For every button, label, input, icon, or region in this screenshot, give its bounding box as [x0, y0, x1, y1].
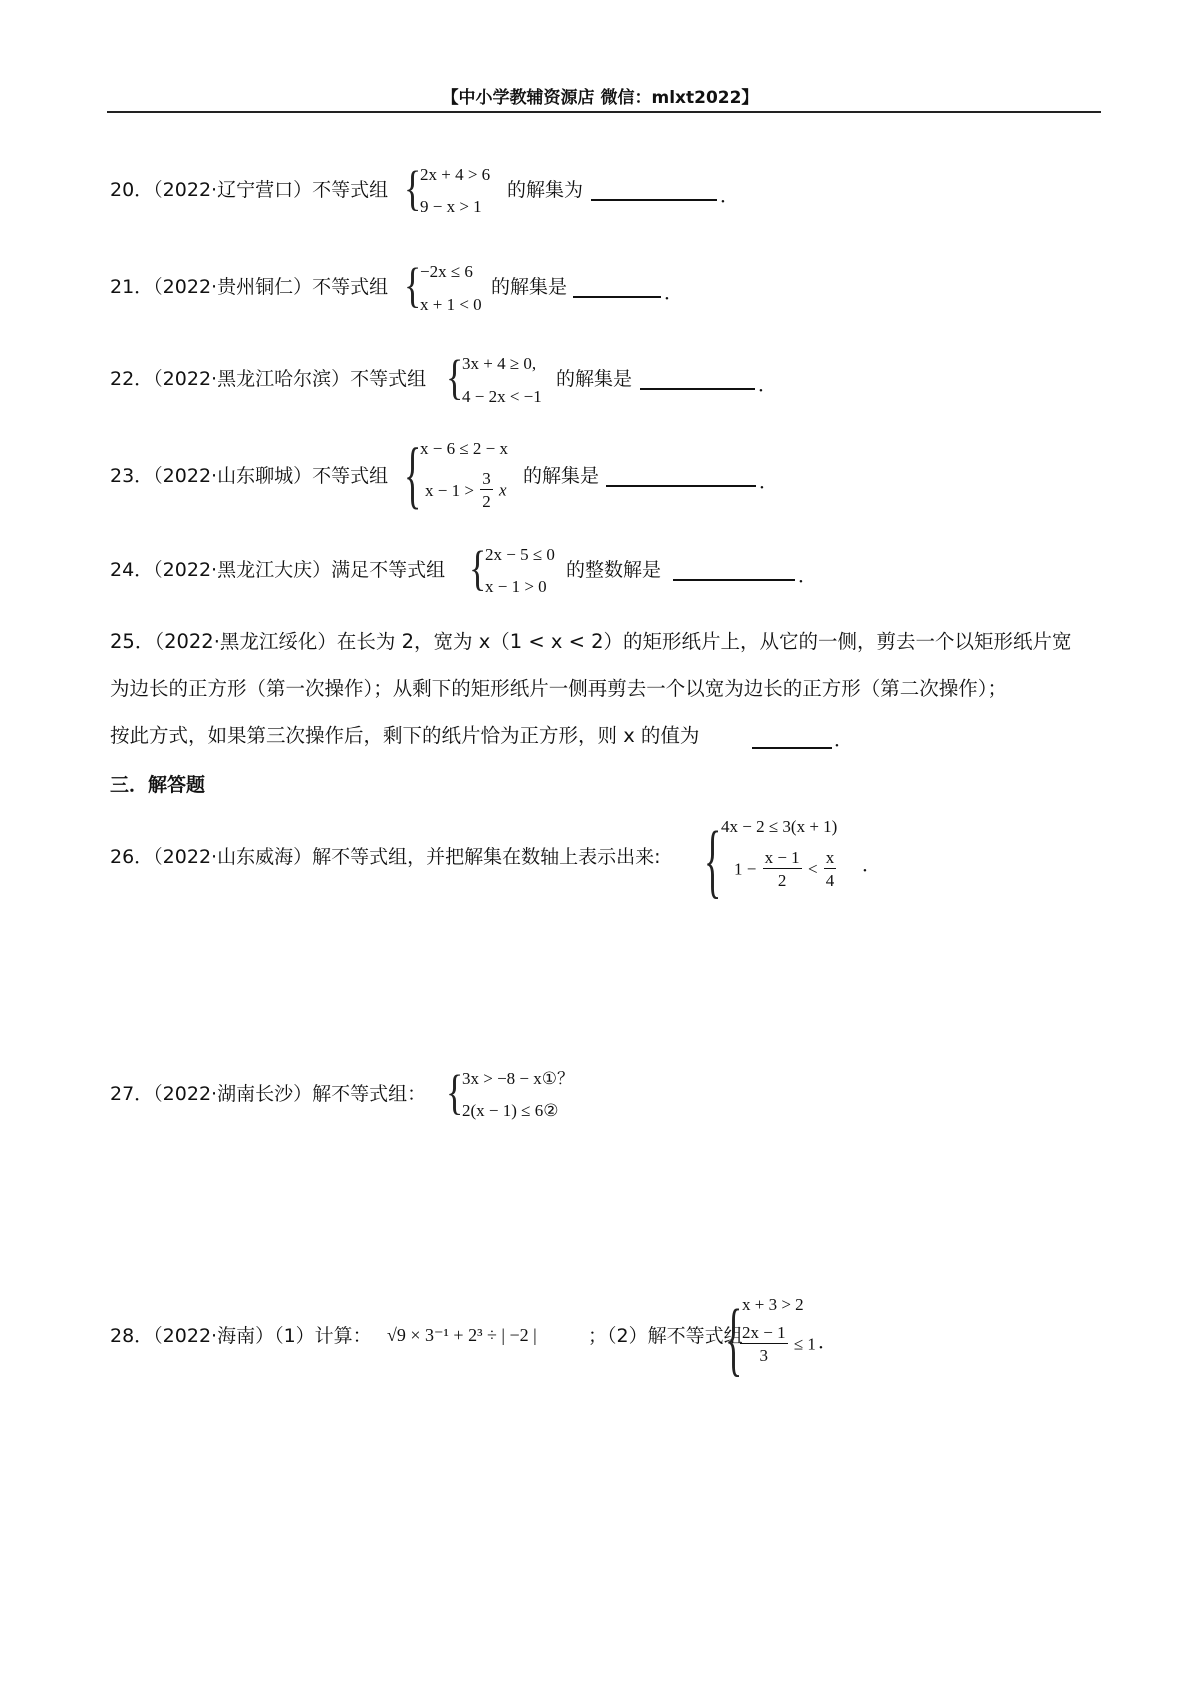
q26-frac2-num: x — [825, 848, 835, 867]
q23-label: 23．（2022·山东聊城）不等式组 — [110, 465, 389, 487]
q23-line1: x − 6 ≤ 2 − x — [420, 439, 509, 458]
q26-line1: 4x − 2 ≤ 3(x + 1) — [721, 817, 838, 836]
q28-end: ． — [818, 1331, 838, 1353]
q22-line2: 4 − 2x < −1 — [462, 387, 542, 406]
q25-line1: 25．（2022·黑龙江绥化）在长为 2，宽为 x（1 < x < 2）的矩形纸片上，从它的一侧，剪去一个以矩形纸片宽 — [110, 630, 1072, 653]
q21-end: ． — [664, 282, 684, 304]
q24-line1: 2x − 5 ≤ 0 — [485, 545, 555, 564]
q28-line1: x + 3 > 2 — [742, 1295, 804, 1314]
q21-label: 21．（2022·贵州铜仁）不等式组 — [110, 276, 389, 298]
q22-answer-blank[interactable] — [640, 388, 755, 390]
q23-brace: { — [404, 432, 422, 517]
q26-label: 26．（2022·山东威海）解不等式组，并把解集在数轴上表示出来: — [110, 846, 661, 868]
q23-fraction — [480, 470, 493, 510]
q20-tail: 的解集为 — [507, 179, 584, 201]
q26-line2 — [734, 849, 838, 889]
q22-end: ． — [758, 374, 778, 396]
q21-line2: x + 1 < 0 — [420, 295, 482, 314]
q20-answer-blank[interactable] — [591, 199, 717, 201]
q26-frac2-den: 4 — [825, 871, 835, 890]
q27-line1: 3x > −8 − x①？ — [462, 1069, 575, 1088]
q26-line2-op: < — [807, 859, 818, 879]
q20-end: ． — [720, 185, 740, 207]
q28-brace: { — [725, 1292, 743, 1385]
q27-line2: 2(x − 1) ≤ 6② — [462, 1101, 559, 1120]
q21-line1: −2x ≤ 6 — [420, 262, 473, 281]
q26-end: ． — [862, 854, 882, 876]
q28-frac-den: 3 — [759, 1346, 769, 1365]
q21-brace: { — [404, 258, 422, 313]
q23-frac-den: 2 — [482, 492, 491, 511]
q22-label: 22．（2022·黑龙江哈尔滨）不等式组 — [110, 368, 427, 390]
q24-label: 24．（2022·黑龙江大庆）满足不等式组 — [110, 559, 446, 581]
q28-frac-num: 2x − 1 — [742, 1323, 786, 1342]
q24-line2: x − 1 > 0 — [485, 577, 547, 596]
q22-line1: 3x + 4 ≥ 0, — [462, 354, 537, 373]
q22-tail: 的解集是 — [556, 368, 633, 390]
q28-line2 — [738, 1324, 816, 1364]
q26-frac1-num: x − 1 — [764, 848, 800, 867]
q28-calc: √9 × 3⁻¹ + 2³ ÷ | −2 | — [387, 1325, 537, 1345]
q21-answer-blank[interactable] — [573, 296, 661, 298]
header-rule — [107, 111, 1101, 113]
q26-fraction-1 — [763, 849, 802, 889]
page-header: 【中小学教辅资源店 微信：mlxt2022】 — [441, 88, 759, 108]
q23-line2-left: x − 1 > — [425, 480, 474, 500]
q24-answer-blank[interactable] — [673, 579, 795, 581]
q22-brace: { — [446, 350, 464, 405]
q28-fraction — [740, 1324, 788, 1364]
q23-tail: 的解集是 — [523, 465, 600, 487]
q24-end: ． — [798, 565, 818, 587]
q20-brace: { — [404, 161, 422, 216]
q24-brace: { — [469, 541, 487, 596]
q20-line1: 2x + 4 > 6 — [420, 165, 491, 184]
q23-frac-num: 3 — [482, 469, 491, 488]
section-heading: 三．解答题 — [110, 774, 206, 796]
q26-frac1-den: 2 — [777, 871, 787, 890]
q25-line3: 按此方式，如果第三次操作后，剩下的纸片恰为正方形，则 x 的值为 — [110, 724, 700, 747]
q20-label: 20．（2022·辽宁营口）不等式组 — [110, 179, 389, 201]
q21-tail: 的解集是 — [491, 276, 568, 298]
q26-line2-left: 1 − — [734, 859, 757, 879]
q23-line2 — [425, 470, 506, 510]
q25-line2: 为边长的正方形（第一次操作）；从剩下的矩形纸片一侧再剪去一个以宽为边长的正方形（第二次操作）； — [110, 677, 1008, 700]
q24-tail: 的整数解是 — [566, 559, 662, 581]
q20-line2: 9 − x > 1 — [420, 197, 482, 216]
q28-label: 28．（2022·海南）（1）计算： — [110, 1325, 372, 1347]
q25-answer-blank[interactable] — [752, 747, 832, 749]
q23-end: ． — [759, 471, 779, 493]
q23-answer-blank[interactable] — [606, 485, 756, 487]
q25-end: ． — [834, 729, 854, 751]
q28-mid: ；（2）解不等式组 — [588, 1325, 743, 1347]
q26-brace: { — [704, 814, 722, 907]
q27-brace: { — [446, 1065, 464, 1120]
q28-line2-right: ≤ 1 — [793, 1334, 816, 1354]
q23-line2-var: x — [498, 480, 507, 500]
q26-fraction-2 — [824, 849, 837, 889]
q27-label: 27．（2022·湖南长沙）解不等式组： — [110, 1083, 427, 1105]
